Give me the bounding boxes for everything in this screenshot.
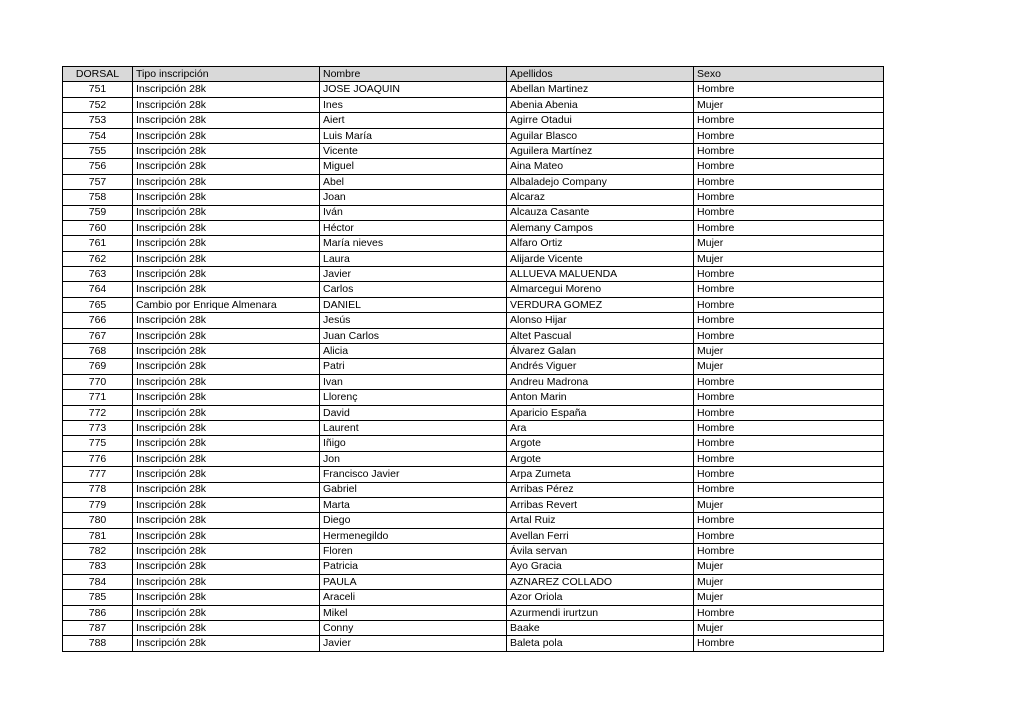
cell-nombre: Araceli: [320, 590, 507, 605]
cell-tipo-inscripcion: Inscripción 28k: [133, 420, 320, 435]
cell-dorsal: 760: [63, 220, 133, 235]
table-row: [63, 282, 884, 297]
cell-nombre: David: [320, 405, 507, 420]
cell-dorsal: 777: [63, 467, 133, 482]
cell-sexo: Hombre: [694, 405, 884, 420]
cell-nombre: Marta: [320, 497, 507, 512]
cell-tipo-inscripcion: Inscripción 28k: [133, 282, 320, 297]
cell-sexo: Hombre: [694, 636, 884, 651]
cell-apellidos: Alcaraz: [507, 190, 694, 205]
cell-tipo-inscripcion: Inscripción 28k: [133, 467, 320, 482]
cell-apellidos: Andreu Madrona: [507, 374, 694, 389]
table-row: [63, 128, 884, 143]
cell-apellidos: VERDURA GOMEZ: [507, 297, 694, 312]
cell-dorsal: 779: [63, 497, 133, 512]
cell-sexo: Hombre: [694, 82, 884, 97]
cell-dorsal: 765: [63, 297, 133, 312]
cell-dorsal: 766: [63, 313, 133, 328]
cell-sexo: Hombre: [694, 220, 884, 235]
cell-dorsal: 772: [63, 405, 133, 420]
cell-sexo: Hombre: [694, 159, 884, 174]
table-row: [63, 159, 884, 174]
cell-sexo: Hombre: [694, 513, 884, 528]
cell-tipo-inscripcion: Inscripción 28k: [133, 482, 320, 497]
table-row: [63, 544, 884, 559]
cell-apellidos: Aparicio España: [507, 405, 694, 420]
cell-dorsal: 753: [63, 113, 133, 128]
cell-sexo: Mujer: [694, 590, 884, 605]
cell-apellidos: Baake: [507, 621, 694, 636]
cell-tipo-inscripcion: Inscripción 28k: [133, 497, 320, 512]
cell-nombre: Javier: [320, 267, 507, 282]
table-row: [63, 143, 884, 158]
cell-apellidos: Aguilera Martínez: [507, 143, 694, 158]
cell-apellidos: Abenia Abenia: [507, 97, 694, 112]
cell-dorsal: 781: [63, 528, 133, 543]
cell-nombre: Conny: [320, 621, 507, 636]
cell-tipo-inscripcion: Inscripción 28k: [133, 621, 320, 636]
table-row: [63, 174, 884, 189]
cell-dorsal: 751: [63, 82, 133, 97]
table-row: [63, 297, 884, 312]
cell-nombre: Mikel: [320, 605, 507, 620]
cell-nombre: Juan Carlos: [320, 328, 507, 343]
cell-nombre: Hermenegildo: [320, 528, 507, 543]
cell-apellidos: Argote: [507, 451, 694, 466]
cell-dorsal: 788: [63, 636, 133, 651]
cell-tipo-inscripcion: Inscripción 28k: [133, 128, 320, 143]
cell-apellidos: Agirre Otadui: [507, 113, 694, 128]
table-row: [63, 436, 884, 451]
table-row: [63, 405, 884, 420]
column-header-sexo: Sexo: [694, 67, 884, 82]
cell-sexo: Hombre: [694, 128, 884, 143]
cell-dorsal: 782: [63, 544, 133, 559]
table-header: [63, 67, 884, 82]
cell-tipo-inscripcion: Inscripción 28k: [133, 159, 320, 174]
cell-nombre: María nieves: [320, 236, 507, 251]
cell-tipo-inscripcion: Inscripción 28k: [133, 205, 320, 220]
cell-apellidos: Ávila servan: [507, 544, 694, 559]
cell-sexo: Mujer: [694, 359, 884, 374]
cell-sexo: Hombre: [694, 390, 884, 405]
cell-tipo-inscripcion: Inscripción 28k: [133, 374, 320, 389]
cell-tipo-inscripcion: Inscripción 28k: [133, 174, 320, 189]
cell-sexo: Hombre: [694, 451, 884, 466]
cell-tipo-inscripcion: Inscripción 28k: [133, 528, 320, 543]
cell-nombre: JOSE JOAQUIN: [320, 82, 507, 97]
cell-nombre: Alicia: [320, 344, 507, 359]
table-row: [63, 497, 884, 512]
cell-sexo: Mujer: [694, 621, 884, 636]
cell-tipo-inscripcion: Inscripción 28k: [133, 451, 320, 466]
cell-dorsal: 785: [63, 590, 133, 605]
cell-sexo: Hombre: [694, 143, 884, 158]
cell-sexo: Mujer: [694, 251, 884, 266]
table-row: [63, 220, 884, 235]
cell-nombre: Floren: [320, 544, 507, 559]
cell-apellidos: Albaladejo Company: [507, 174, 694, 189]
cell-nombre: Jesús: [320, 313, 507, 328]
cell-dorsal: 770: [63, 374, 133, 389]
cell-nombre: Javier: [320, 636, 507, 651]
cell-dorsal: 771: [63, 390, 133, 405]
cell-sexo: Hombre: [694, 420, 884, 435]
cell-dorsal: 756: [63, 159, 133, 174]
cell-tipo-inscripcion: Inscripción 28k: [133, 559, 320, 574]
cell-apellidos: Altet Pascual: [507, 328, 694, 343]
table-body: [63, 82, 884, 651]
cell-nombre: Jon: [320, 451, 507, 466]
cell-dorsal: 758: [63, 190, 133, 205]
cell-apellidos: Argote: [507, 436, 694, 451]
table-row: [63, 574, 884, 589]
table-row: [63, 190, 884, 205]
cell-tipo-inscripcion: Inscripción 28k: [133, 636, 320, 651]
cell-dorsal: 783: [63, 559, 133, 574]
cell-dorsal: 769: [63, 359, 133, 374]
cell-apellidos: Ayo Gracia: [507, 559, 694, 574]
table-row: [63, 451, 884, 466]
cell-apellidos: Anton Marin: [507, 390, 694, 405]
cell-sexo: Hombre: [694, 205, 884, 220]
cell-nombre: PAULA: [320, 574, 507, 589]
cell-apellidos: Avellan Ferri: [507, 528, 694, 543]
table-row: [63, 328, 884, 343]
table-row: [63, 636, 884, 651]
cell-apellidos: Arribas Revert: [507, 497, 694, 512]
table-row: [63, 420, 884, 435]
cell-nombre: Miguel: [320, 159, 507, 174]
cell-tipo-inscripcion: Inscripción 28k: [133, 220, 320, 235]
cell-dorsal: 755: [63, 143, 133, 158]
cell-sexo: Hombre: [694, 282, 884, 297]
cell-nombre: Patri: [320, 359, 507, 374]
cell-dorsal: 767: [63, 328, 133, 343]
cell-apellidos: Artal Ruiz: [507, 513, 694, 528]
cell-tipo-inscripcion: Inscripción 28k: [133, 113, 320, 128]
cell-nombre: Héctor: [320, 220, 507, 235]
cell-sexo: Hombre: [694, 113, 884, 128]
cell-tipo-inscripcion: Inscripción 28k: [133, 574, 320, 589]
cell-apellidos: Andrés Viguer: [507, 359, 694, 374]
cell-nombre: Laurent: [320, 420, 507, 435]
cell-tipo-inscripcion: Cambio por Enrique Almenara: [133, 297, 320, 312]
cell-nombre: Patricia: [320, 559, 507, 574]
cell-tipo-inscripcion: Inscripción 28k: [133, 344, 320, 359]
registration-table: [62, 66, 884, 652]
header-row: [63, 67, 884, 82]
cell-tipo-inscripcion: Inscripción 28k: [133, 97, 320, 112]
cell-tipo-inscripcion: Inscripción 28k: [133, 390, 320, 405]
column-header-tipo-inscripcion: Tipo inscripción: [133, 67, 320, 82]
table-row: [63, 313, 884, 328]
cell-nombre: Laura: [320, 251, 507, 266]
table-row: [63, 467, 884, 482]
cell-nombre: Vicente: [320, 143, 507, 158]
cell-apellidos: Alemany Campos: [507, 220, 694, 235]
cell-dorsal: 780: [63, 513, 133, 528]
column-header-nombre: Nombre: [320, 67, 507, 82]
table-row: [63, 344, 884, 359]
cell-tipo-inscripcion: Inscripción 28k: [133, 328, 320, 343]
cell-dorsal: 768: [63, 344, 133, 359]
cell-sexo: Hombre: [694, 328, 884, 343]
cell-nombre: Francisco Javier: [320, 467, 507, 482]
table-row: [63, 513, 884, 528]
cell-dorsal: 773: [63, 420, 133, 435]
cell-apellidos: Azurmendi irurtzun: [507, 605, 694, 620]
table-row: [63, 97, 884, 112]
cell-tipo-inscripcion: Inscripción 28k: [133, 313, 320, 328]
cell-tipo-inscripcion: Inscripción 28k: [133, 605, 320, 620]
cell-apellidos: Alonso Hijar: [507, 313, 694, 328]
cell-sexo: Hombre: [694, 297, 884, 312]
cell-nombre: Aiert: [320, 113, 507, 128]
table-row: [63, 621, 884, 636]
column-header-apellidos: Apellidos: [507, 67, 694, 82]
cell-nombre: Diego: [320, 513, 507, 528]
table-row: [63, 390, 884, 405]
cell-sexo: Hombre: [694, 174, 884, 189]
cell-dorsal: 763: [63, 267, 133, 282]
table-row: [63, 267, 884, 282]
cell-apellidos: Aguilar Blasco: [507, 128, 694, 143]
table-row: [63, 590, 884, 605]
cell-apellidos: Abellan Martinez: [507, 82, 694, 97]
cell-sexo: Mujer: [694, 344, 884, 359]
column-header-dorsal: DORSAL: [63, 67, 133, 82]
table-row: [63, 82, 884, 97]
cell-sexo: Hombre: [694, 190, 884, 205]
cell-sexo: Mujer: [694, 497, 884, 512]
cell-sexo: Mujer: [694, 97, 884, 112]
table-row: [63, 205, 884, 220]
cell-tipo-inscripcion: Inscripción 28k: [133, 544, 320, 559]
cell-nombre: Llorenç: [320, 390, 507, 405]
cell-tipo-inscripcion: Inscripción 28k: [133, 143, 320, 158]
table-row: [63, 359, 884, 374]
cell-dorsal: 752: [63, 97, 133, 112]
cell-tipo-inscripcion: Inscripción 28k: [133, 267, 320, 282]
cell-nombre: Ivan: [320, 374, 507, 389]
cell-sexo: Mujer: [694, 236, 884, 251]
cell-nombre: Abel: [320, 174, 507, 189]
cell-apellidos: Ara: [507, 420, 694, 435]
table-row: [63, 236, 884, 251]
cell-tipo-inscripcion: Inscripción 28k: [133, 436, 320, 451]
cell-nombre: Ines: [320, 97, 507, 112]
cell-dorsal: 778: [63, 482, 133, 497]
cell-sexo: Hombre: [694, 313, 884, 328]
cell-tipo-inscripcion: Inscripción 28k: [133, 405, 320, 420]
table-row: [63, 251, 884, 266]
cell-dorsal: 775: [63, 436, 133, 451]
cell-apellidos: Arribas Pérez: [507, 482, 694, 497]
table-row: [63, 528, 884, 543]
cell-tipo-inscripcion: Inscripción 28k: [133, 359, 320, 374]
cell-apellidos: Arpa Zumeta: [507, 467, 694, 482]
cell-dorsal: 787: [63, 621, 133, 636]
cell-apellidos: Aina Mateo: [507, 159, 694, 174]
table-row: [63, 605, 884, 620]
cell-tipo-inscripcion: Inscripción 28k: [133, 590, 320, 605]
cell-sexo: Mujer: [694, 559, 884, 574]
cell-apellidos: Azor Oriola: [507, 590, 694, 605]
cell-sexo: Hombre: [694, 528, 884, 543]
cell-nombre: DANIEL: [320, 297, 507, 312]
cell-tipo-inscripcion: Inscripción 28k: [133, 236, 320, 251]
cell-dorsal: 776: [63, 451, 133, 466]
cell-dorsal: 786: [63, 605, 133, 620]
cell-sexo: Mujer: [694, 574, 884, 589]
cell-dorsal: 784: [63, 574, 133, 589]
cell-nombre: Joan: [320, 190, 507, 205]
cell-nombre: Gabriel: [320, 482, 507, 497]
cell-apellidos: Almarcegui Moreno: [507, 282, 694, 297]
cell-dorsal: 764: [63, 282, 133, 297]
cell-dorsal: 754: [63, 128, 133, 143]
cell-apellidos: ALLUEVA MALUENDA: [507, 267, 694, 282]
cell-nombre: Iñigo: [320, 436, 507, 451]
cell-nombre: Luis María: [320, 128, 507, 143]
table-row: [63, 113, 884, 128]
cell-apellidos: Álvarez Galan: [507, 344, 694, 359]
cell-tipo-inscripcion: Inscripción 28k: [133, 82, 320, 97]
cell-dorsal: 757: [63, 174, 133, 189]
cell-apellidos: AZNAREZ COLLADO: [507, 574, 694, 589]
cell-nombre: Carlos: [320, 282, 507, 297]
cell-nombre: Iván: [320, 205, 507, 220]
cell-apellidos: Alcauza Casante: [507, 205, 694, 220]
cell-sexo: Hombre: [694, 374, 884, 389]
cell-sexo: Hombre: [694, 267, 884, 282]
cell-dorsal: 761: [63, 236, 133, 251]
cell-sexo: Hombre: [694, 467, 884, 482]
table-row: [63, 374, 884, 389]
cell-dorsal: 762: [63, 251, 133, 266]
cell-tipo-inscripcion: Inscripción 28k: [133, 190, 320, 205]
cell-sexo: Hombre: [694, 482, 884, 497]
cell-sexo: Hombre: [694, 436, 884, 451]
cell-tipo-inscripcion: Inscripción 28k: [133, 251, 320, 266]
table-row: [63, 482, 884, 497]
cell-apellidos: Baleta pola: [507, 636, 694, 651]
table-row: [63, 559, 884, 574]
cell-sexo: Hombre: [694, 544, 884, 559]
cell-apellidos: Alijarde Vicente: [507, 251, 694, 266]
cell-dorsal: 759: [63, 205, 133, 220]
cell-sexo: Hombre: [694, 605, 884, 620]
cell-tipo-inscripcion: Inscripción 28k: [133, 513, 320, 528]
cell-apellidos: Alfaro Ortiz: [507, 236, 694, 251]
